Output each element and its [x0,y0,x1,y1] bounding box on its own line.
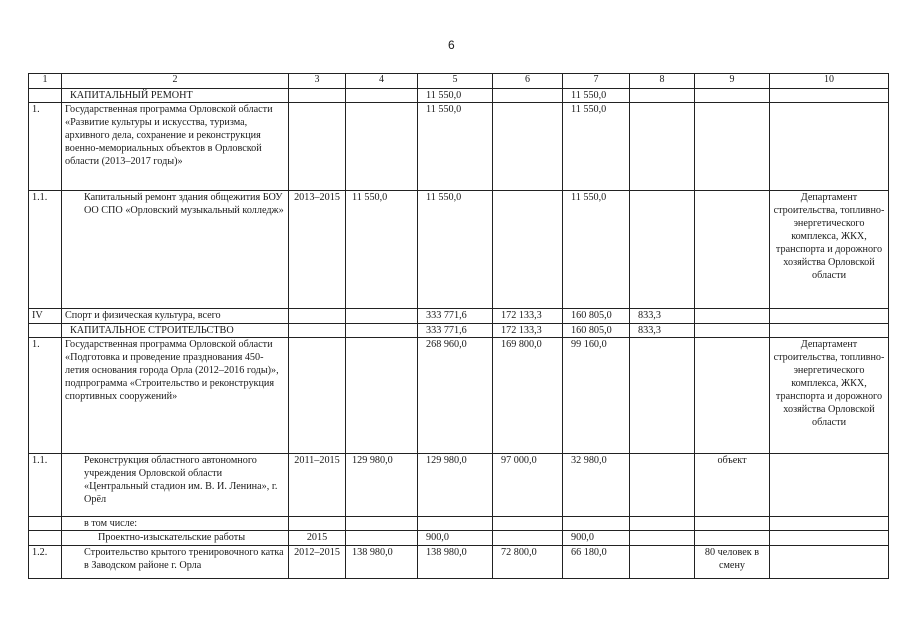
table-row [29,103,889,191]
table-row [29,191,889,309]
header-cell: 7 [563,74,630,89]
cell-c6: 172 133,3 [493,309,563,324]
cell-c1: 1.2. [29,546,62,579]
cell-c5: 129 980,0 [418,454,493,517]
cell-c1: 1.1. [29,191,62,309]
cell-c5: 11 550,0 [418,103,493,191]
cell-c9 [695,191,770,309]
cell-c6: 172 133,3 [493,324,563,338]
cell-c9 [695,338,770,454]
cell-c7: 11 550,0 [563,89,630,103]
cell-c3 [289,309,346,324]
cell-c2: Государственная программа Орловской области «Подготовка и проведение празднования 450-летия основания города Орла (2012–2016 годы)», подпрограмма «Строительство и реконструкция спортивных сооружений» [62,338,289,454]
header-cell: 2 [62,74,289,89]
cell-c5: 11 550,0 [418,191,493,309]
table-row [29,517,889,531]
cell-c6: 169 800,0 [493,338,563,454]
cell-c3: 2011–2015 [289,454,346,517]
cell-c2: Капитальный ремонт здания общежития БОУ ОО СПО «Орловский музыкальный колледж» [62,191,289,309]
cell-c9 [695,89,770,103]
header-cell: 6 [493,74,563,89]
cell-c5: 138 980,0 [418,546,493,579]
page-number: 6 [448,38,455,52]
cell-c4: 11 550,0 [346,191,418,309]
table-row [29,531,889,546]
cell-c3 [289,89,346,103]
cell-c7: 11 550,0 [563,191,630,309]
cell-c1: 1. [29,338,62,454]
cell-c3 [289,338,346,454]
cell-c8 [630,338,695,454]
cell-c10 [770,309,889,324]
cell-c8 [630,517,695,531]
table-row [29,338,889,454]
cell-c5: 333 771,6 [418,309,493,324]
table-row [29,309,889,324]
cell-c8 [630,454,695,517]
cell-c9 [695,517,770,531]
cell-c4 [346,309,418,324]
table-row [29,324,889,338]
cell-c6: 72 800,0 [493,546,563,579]
cell-c6 [493,531,563,546]
cell-c8 [630,531,695,546]
cell-c9: 80 человек в смену [695,546,770,579]
cell-c10: Департамент строительства, топливно-энергетического комплекса, ЖКХ, транспорта и дорожного хозяйства Орловской области [770,338,889,454]
cell-c1 [29,531,62,546]
header-cell: 8 [630,74,695,89]
cell-c10 [770,546,889,579]
cell-c6 [493,517,563,531]
cell-c4 [346,324,418,338]
cell-c9: объект [695,454,770,517]
header-cell: 3 [289,74,346,89]
cell-c7: 160 805,0 [563,309,630,324]
cell-c1 [29,89,62,103]
cell-c6 [493,191,563,309]
cell-c2: КАПИТАЛЬНОЕ СТРОИТЕЛЬСТВО [62,324,289,338]
cell-c5 [418,517,493,531]
cell-c2: Спорт и физическая культура, всего [62,309,289,324]
cell-c4 [346,531,418,546]
cell-c8: 833,3 [630,324,695,338]
cell-c10 [770,103,889,191]
cell-c8 [630,191,695,309]
table-row [29,546,889,579]
header-cell: 5 [418,74,493,89]
cell-c7: 11 550,0 [563,103,630,191]
header-row [29,74,889,89]
cell-c2: в том числе: [62,517,289,531]
cell-c8 [630,89,695,103]
cell-c1: 1.1. [29,454,62,517]
cell-c5: 333 771,6 [418,324,493,338]
cell-c5: 11 550,0 [418,89,493,103]
cell-c2: КАПИТАЛЬНЫЙ РЕМОНТ [62,89,289,103]
cell-c8 [630,103,695,191]
cell-c4 [346,338,418,454]
cell-c4 [346,103,418,191]
cell-c1 [29,517,62,531]
cell-c3: 2013–2015 [289,191,346,309]
cell-c4 [346,517,418,531]
cell-c1 [29,324,62,338]
table-row [29,454,889,517]
cell-c6 [493,89,563,103]
cell-c7: 32 980,0 [563,454,630,517]
cell-c2: Проектно-изыскательские работы [62,531,289,546]
cell-c10 [770,531,889,546]
cell-c2: Реконструкция областного автономного учреждения Орловской области «Центральный стадион им. В. И. Ленина», г. Орёл [62,454,289,517]
header-cell: 1 [29,74,62,89]
cell-c7: 99 160,0 [563,338,630,454]
cell-c2: Строительство крытого тренировочного катка в Заводском районе г. Орла [62,546,289,579]
header-cell: 4 [346,74,418,89]
cell-c1: IV [29,309,62,324]
cell-c8: 833,3 [630,309,695,324]
cell-c5: 900,0 [418,531,493,546]
cell-c3: 2012–2015 [289,546,346,579]
cell-c4 [346,89,418,103]
cell-c9 [695,309,770,324]
cell-c9 [695,531,770,546]
header-cell: 10 [770,74,889,89]
cell-c7: 900,0 [563,531,630,546]
cell-c4: 138 980,0 [346,546,418,579]
header-cell: 9 [695,74,770,89]
cell-c1: 1. [29,103,62,191]
program-table [28,73,889,579]
cell-c10 [770,89,889,103]
cell-c3 [289,324,346,338]
cell-c10 [770,454,889,517]
cell-c9 [695,103,770,191]
cell-c10 [770,517,889,531]
cell-c4: 129 980,0 [346,454,418,517]
cell-c10 [770,324,889,338]
cell-c7 [563,517,630,531]
cell-c3: 2015 [289,531,346,546]
cell-c5: 268 960,0 [418,338,493,454]
cell-c3 [289,103,346,191]
cell-c2: Государственная программа Орловской области «Развитие культуры и искусства, туризма, архивного дела, сохранение и реконструкция военно-мемориальных объектов в Орловской области (2013–2017 годы)» [62,103,289,191]
cell-c6: 97 000,0 [493,454,563,517]
cell-c9 [695,324,770,338]
cell-c10: Департамент строительства, топливно-энергетического комплекса, ЖКХ, транспорта и дорожного хозяйства Орловской области [770,191,889,309]
cell-c8 [630,546,695,579]
cell-c3 [289,517,346,531]
cell-c6 [493,103,563,191]
cell-c7: 160 805,0 [563,324,630,338]
table-row [29,89,889,103]
cell-c7: 66 180,0 [563,546,630,579]
